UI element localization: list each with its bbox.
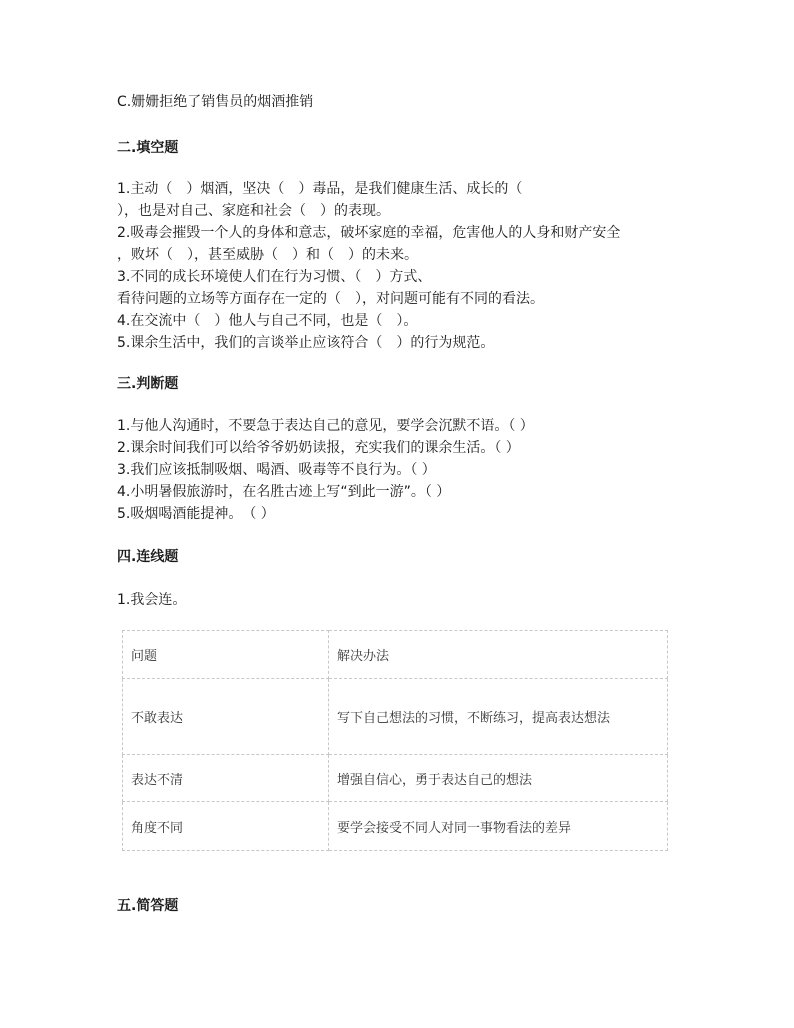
fill-blank-line: ，败坏（ ），甚至威胁（ ）和（ ）的未来。 [117, 247, 418, 263]
table-header-row [123, 631, 668, 679]
table-cell-problem: 表达不清 [123, 755, 329, 802]
judge-line: 1.与他人沟通时，不要急于表达自己的意见，要学会沉默不语。（ ） [117, 418, 534, 434]
table-cell-solution: 增强自信心，勇于表达自己的想法 [329, 755, 668, 802]
table-row [123, 802, 668, 851]
table-cell-problem: 角度不同 [123, 802, 329, 851]
fill-blank-line: 2.吸毒会摧毁一个人的身体和意志，破坏家庭的幸福，危害他人的人身和财产安全 [117, 225, 621, 241]
section-3-heading: 三.判断题 [117, 376, 179, 392]
matching-question: 1.我会连。 [117, 592, 187, 608]
top-option: C.姗姗拒绝了销售员的烟酒推销 [117, 94, 314, 110]
section-4-heading: 四.连线题 [117, 549, 179, 565]
fill-blank-line: 3.不同的成长环境使人们在行为习惯、（ ）方式、 [117, 269, 432, 285]
table-row [123, 755, 668, 802]
fill-blank-line: 1.主动（ ）烟酒，坚决（ ）毒品，是我们健康生活、成长的（ [117, 181, 523, 197]
table-cell-problem: 不敢表达 [123, 679, 329, 755]
table-header-cell: 问题 [123, 631, 329, 679]
table-row [123, 679, 668, 755]
matching-table [122, 630, 668, 851]
fill-blank-line: 5.课余生活中，我们的言谈举止应该符合（ ）的行为规范。 [117, 335, 495, 351]
table-cell-solution: 写下自己想法的习惯，不断练习，提高表达想法 [329, 679, 668, 755]
table-cell-solution: 要学会接受不同人对同一事物看法的差异 [329, 802, 668, 851]
judge-line: 4.小明暑假旅游时，在名胜古迹上写“到此一游”。（ ） [117, 484, 451, 500]
fill-blank-line: 看待问题的立场等方面存在一定的（ ），对问题可能有不同的看法。 [117, 291, 544, 307]
fill-blank-line: ），也是对自己、家庭和社会（ ）的表现。 [117, 203, 390, 219]
judge-line: 2.课余时间我们可以给爷爷奶奶读报，充实我们的课余生活。（ ） [117, 440, 520, 456]
table-header-cell: 解决办法 [329, 631, 668, 679]
fill-blank-line: 4.在交流中（ ）他人与自己不同，也是（ ）。 [117, 313, 418, 329]
judge-line: 3.我们应该抵制吸烟、喝酒、吸毒等不良行为。（ ） [117, 462, 436, 478]
section-5-heading: 五.简答题 [117, 898, 179, 914]
judge-line: 5.吸烟喝酒能提神。 （ ） [117, 506, 275, 522]
section-2-heading: 二.填空题 [117, 140, 179, 156]
